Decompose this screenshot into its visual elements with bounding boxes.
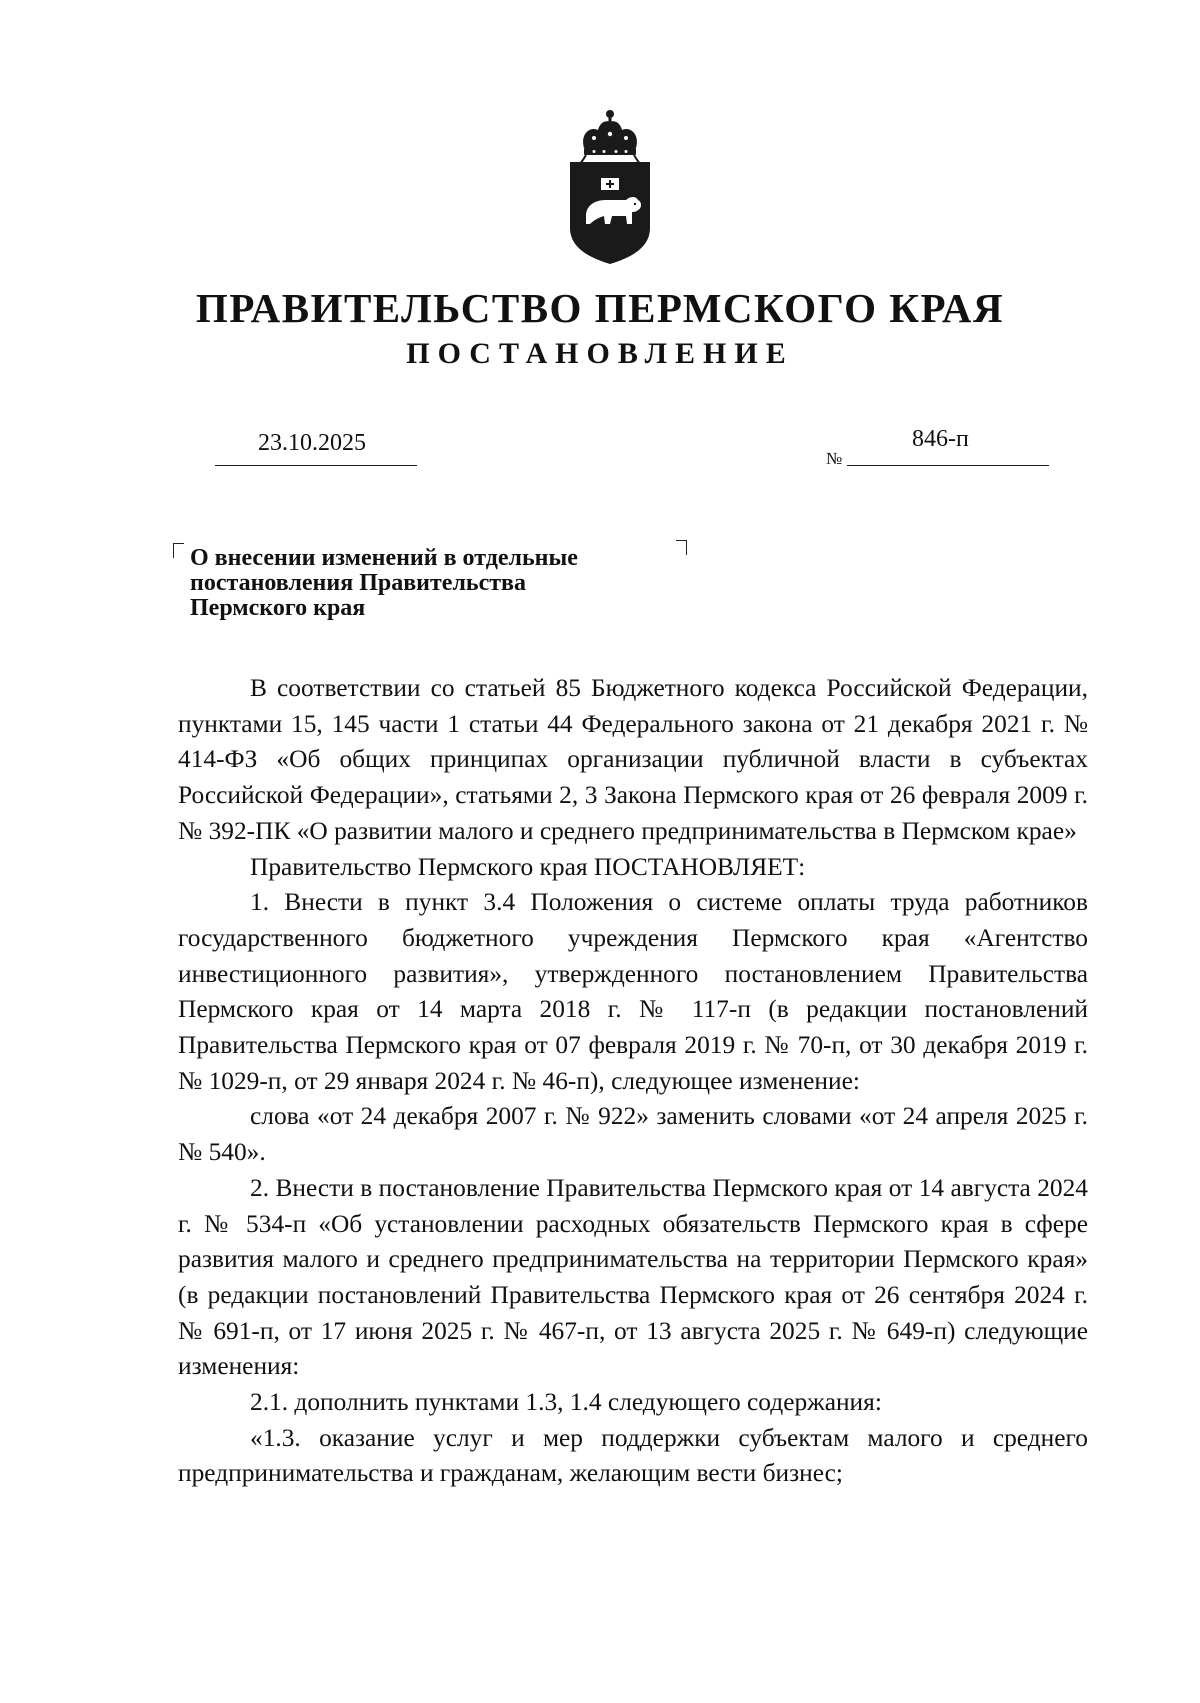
paragraph-resolves: Правительство Пермского края ПОСТАНОВЛЯЕТ: [250,852,806,881]
paragraph-item-1-text: слова «от 24 декабря 2007 г. № 922» заменить словами «от 24 апреля 2025 г. № 540». [178,1102,1088,1167]
document-subject [190,546,670,621]
date-underline [215,465,417,466]
number-underline [847,465,1049,466]
document-body [178,671,1088,1492]
paragraph-item-2-1: 2.1. дополнить пунктами 1.3, 1.4 следующего содержания: [250,1388,882,1417]
paragraph-item-1-3: «1.3. оказание услуг и мер поддержки субъектам малого и среднего предпринимательства и гражданам, желающим вести бизнес; [178,1423,1088,1488]
document-date: 23.10.2025 [258,430,366,456]
subject-line: О внесении изменений в отдельные [190,545,578,571]
government-title: ПРАВИТЕЛЬСТВО ПЕРМСКОГО КРАЯ [195,285,1005,331]
paragraph-item-1: 1. Внести в пункт 3.4 Положения о системе оплаты труда работников государственного бюджетного учреждения Пермского края «Агентство инвестиционного развития», утвержденного постановлением Правительства Пермского края от 14 марта 2018 г. № 117-п (в редакции постановлений Правительства Пермского края от 07 февраля 2019 г. № 70-п, от 30 декабря 2019 г. № 1029-п, от 29 января 2024 г. № 46-п), следующее изменение: [178,888,1088,1095]
subject-line: постановления Правительства [190,570,526,596]
paragraph-item-2: 2. Внести в постановление Правительства Пермского края от 14 августа 2024 г. № 534-п «Об установлении расходных обязательств Пермского края в сфере развития малого и среднего предпринимательства на территории Пермского края» (в редакции постановлений Правительства Пермского края от 26 сентября 2024 г. № 691-п, от 17 июня 2025 г. № 467-п, от 13 августа 2025 г. № 649-п) следующие изменения: [178,1173,1088,1381]
subject-line: Пермского края [190,595,366,621]
document-type: ПОСТАНОВЛЕНИЕ [406,337,794,370]
subject-corner-left [173,543,184,558]
paragraph-preamble: В соответствии со статьей 85 Бюджетного кодекса Российской Федерации, пунктами 15, 145 части 1 статьи 44 Федерального закона от 21 декабря 2021 г. № 414-ФЗ «Об общих принципах организации публичной власти в субъектах Российской Федерации», статьями 2, 3 Закона Пермского края от 26 февраля 2009 г. № 392-ПК «О развитии малого и среднего предпринимательства в Пермском крае» [178,674,1088,845]
subject-corner-right [676,540,687,555]
document-number: 846-п [912,426,969,452]
coat-of-arms-icon [564,108,656,266]
number-label: № [826,449,843,468]
